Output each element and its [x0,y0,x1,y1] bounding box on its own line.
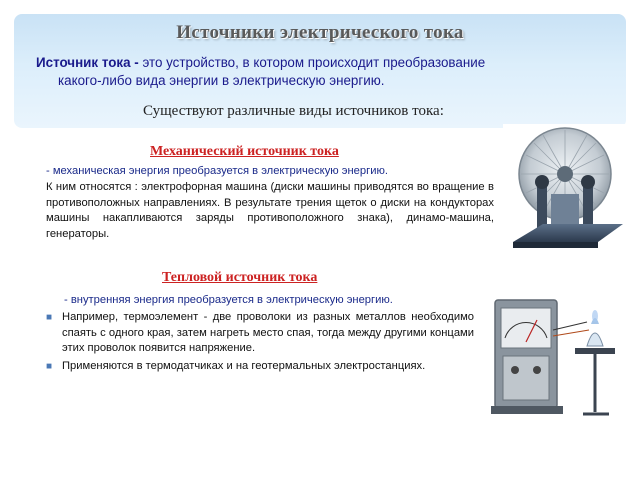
thermal-bullet-list [46,310,474,376]
thermocouple-galvanometer-image [487,290,627,426]
list-item [46,310,474,357]
list-item [46,359,474,375]
mechanical-body: К ним относятся : электрофорная машина (диски машины приводятся во вращение в противоположных направлениях. В результате трения щеток о диски на кондукторах машины накапливаются заряды противоположного знака), динамо-машина, генераторы. [46,181,494,240]
definition-block [36,54,606,90]
definition-text-line2: какого-либо вида энергии в электрическую энергию. [58,73,385,88]
thermal-heading: Тепловой источник тока [162,270,318,285]
bullet-icon: ■ [46,360,53,372]
bullet-text: Применяются в термодатчиках и на геотермальных электростанциях. [62,359,426,372]
intro-text: Существуют различные виды источников тока: [143,103,444,119]
bullet-icon: ■ [46,312,53,323]
mechanical-heading: Механический источник тока [150,144,339,159]
definition-term: Источник тока - [36,55,139,70]
thermal-lead: - внутренняя энергия преобразуется в электрическую энергию. [64,294,393,306]
definition-text-line1: это устройство, в котором происходит преобразование [138,55,486,70]
slide-title: Источники электрического тока [176,22,464,43]
bullet-text: Например, термоэлемент - две проволоки из разных металлов необходимо спаять с одного края, затем нагреть место спая, тогда между другими концами этих проволок появится напряжение. [62,311,474,355]
electrophore-machine-image [503,124,630,255]
mechanical-lead: - механическая энергия преобразуется в электрическую энергию. [46,165,388,177]
